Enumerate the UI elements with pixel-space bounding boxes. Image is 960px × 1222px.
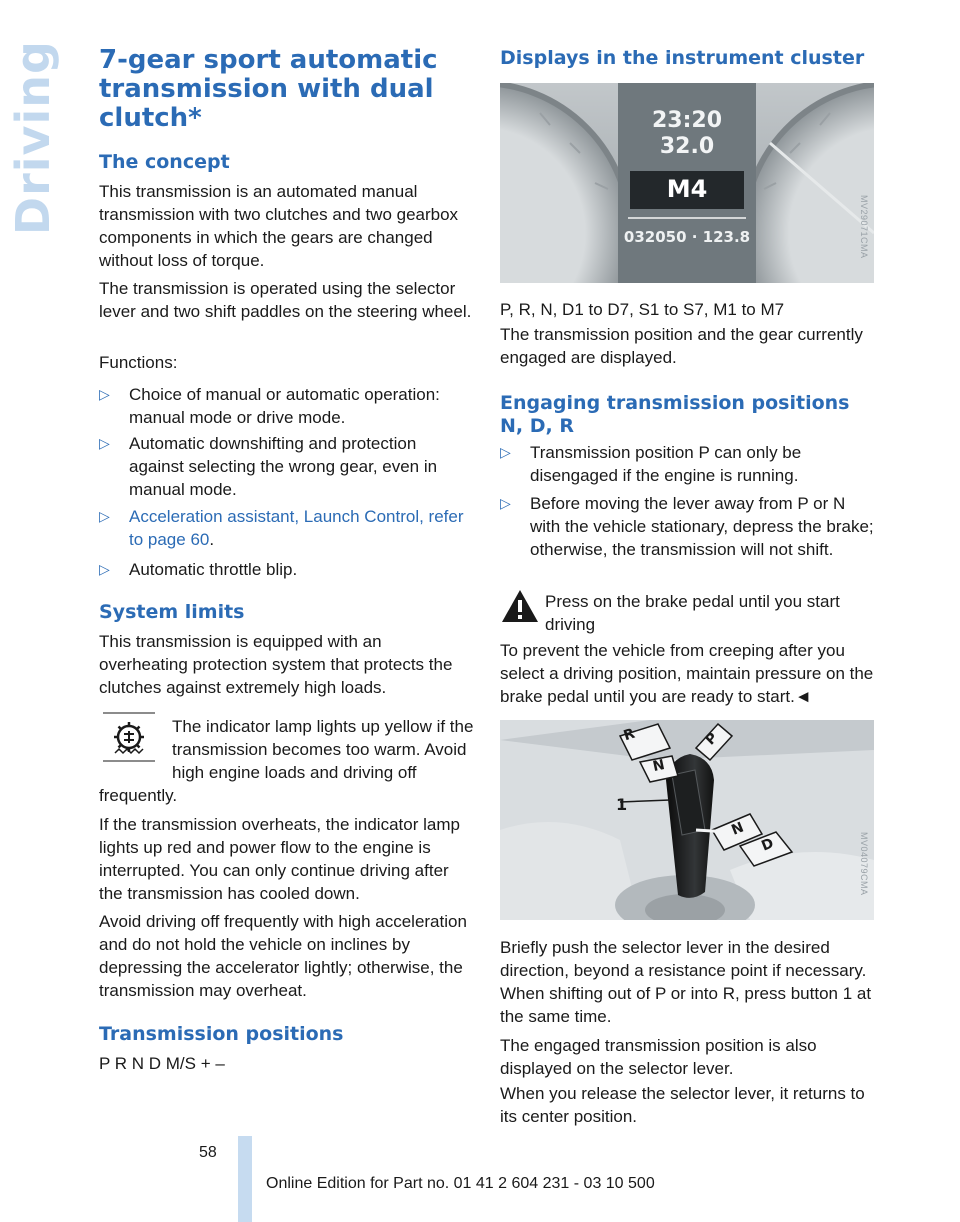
page-title: 7-gear sport automatic transmission with dual clutch*: [99, 45, 438, 133]
transmission-positions-text: P R N D M/S + –: [99, 1054, 225, 1073]
triangle-bullet-icon: ▷: [99, 561, 110, 577]
triangle-bullet-icon: ▷: [500, 444, 511, 460]
cluster-temperature: 32.0: [659, 134, 715, 159]
warning-text-cont: To prevent the vehicle from creeping after you select a driving position, maintain pressure on the brake pedal until you are ready to start.◄: [500, 641, 874, 706]
lever-label-p: P: [702, 729, 722, 749]
limits-paragraph-1: This transmission is equipped with an overheating protection system that protects the clutches against extremely high loads.: [99, 632, 453, 697]
function-bullet-4: ▷ Automatic throttle blip.: [99, 560, 298, 579]
function-bullet-2: ▷ Automatic downshifting and protection against selecting the wrong gear, even in manual mode.: [99, 434, 438, 499]
engaging-bullet-2: ▷ Before moving the lever away from P or N with the vehicle stationary, depress the brake; otherwise, the transmission will not shift.: [500, 494, 874, 559]
push-lever-text: Briefly push the selector lever in the desired direction, beyond a resistance point if necessary. When shifting out of P or into R, press button 1 at the same time.: [500, 938, 872, 1026]
figure-code: MV04079CMA: [859, 832, 869, 896]
indicator-lamp-text: The indicator lamp lights up yellow if the transmission becomes too warm. Avoid high engine loads and driving off: [172, 717, 474, 782]
positions-list: P, R, N, D1 to D7, S1 to S7, M1 to M7: [500, 300, 785, 319]
transmission-warning-lamp-icon: [101, 711, 157, 763]
triangle-bullet-icon: ▷: [500, 495, 511, 511]
transmission-positions-heading: Transmission positions: [99, 1023, 344, 1045]
figure-code: MV29071CMA: [859, 195, 869, 259]
instrument-cluster-image: [500, 83, 874, 283]
function-bullet-1: ▷ Choice of manual or automatic operation: manual mode or drive mode.: [99, 385, 440, 427]
footer-edition-text: Online Edition for Part no. 01 41 2 604 231 - 03 10 500: [266, 1175, 655, 1192]
concept-heading: The concept: [99, 151, 230, 173]
selector-lever-illustration: [500, 720, 874, 920]
functions-label: Functions:: [99, 353, 178, 372]
triangle-bullet-icon: ▷: [99, 435, 110, 451]
triangle-bullet-icon: ▷: [99, 386, 110, 402]
displays-heading: Displays in the instrument cluster: [500, 47, 865, 69]
limits-paragraph-2: If the transmission overheats, the indicator lamp lights up red and power flow to the engine is interrupted. You can only continue driving after the transmission has cooled down.: [99, 815, 460, 903]
engaging-heading: Engaging transmission positions N, D, R: [500, 392, 850, 437]
warning-text: Press on the brake pedal until you start driving: [545, 592, 840, 634]
engaging-bullet-1: ▷ Transmission position P can only be disengaged if the engine is running.: [500, 443, 802, 485]
footer-bar: [238, 1136, 252, 1222]
system-limits-heading: System limits: [99, 601, 245, 623]
concept-paragraph-1: This transmission is an automated manual transmission with two clutches and two gearbox components in which the gears are changed without loss of torque.: [99, 182, 459, 270]
lever-display-text: The engaged transmission position is also displayed on the selector lever.: [500, 1036, 817, 1078]
page-60-link[interactable]: Acceleration assistant, Launch Control, refer to page 60: [129, 507, 464, 549]
lever-label-n-top: N: [651, 756, 667, 776]
page-number: 58: [199, 1144, 217, 1161]
concept-paragraph-2: The transmission is operated using the selector lever and two shift paddles on the steering wheel.: [99, 279, 472, 321]
displayed-text: The transmission position and the gear currently engaged are displayed.: [500, 325, 863, 367]
lever-label-r: R: [621, 725, 637, 745]
function-bullet-3: ▷ Acceleration assistant, Launch Control, refer to page 60.: [99, 507, 464, 549]
lever-label-d: D: [759, 835, 777, 855]
cluster-gear-display: M4: [666, 175, 708, 203]
warning-triangle-icon: [500, 588, 540, 624]
indicator-lamp-text-cont: frequently.: [99, 786, 178, 805]
cluster-time: 23:20: [651, 108, 723, 133]
lever-release-text: When you release the selector lever, it returns to its center position.: [500, 1084, 865, 1126]
section-side-tab: Driving: [6, 40, 60, 236]
lever-callout-1: 1: [616, 795, 628, 814]
selector-lever-image: [500, 720, 874, 920]
lever-label-n-bottom: N: [729, 819, 747, 839]
limits-paragraph-3: Avoid driving off frequently with high acceleration and do not hold the vehicle on inclines by depressing the accelerator lightly; otherwise, the transmission may overheat.: [99, 912, 467, 1000]
triangle-bullet-icon: ▷: [99, 508, 110, 524]
cluster-odometer: 032050 · 123.8: [623, 228, 751, 246]
